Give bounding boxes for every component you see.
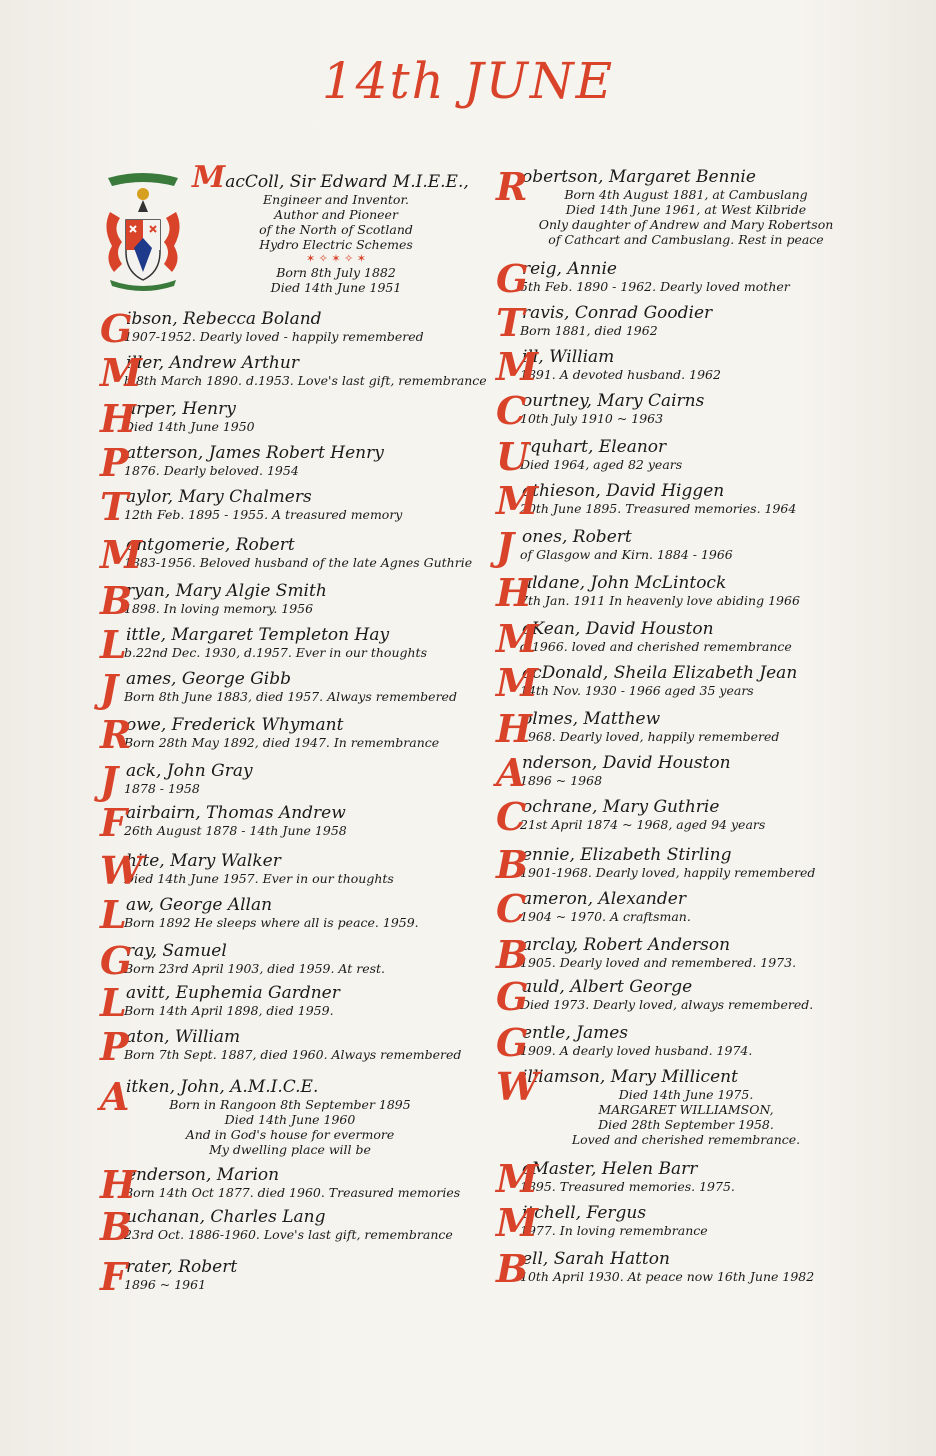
entry-detail-line: 1896 ~ 1961	[124, 1277, 207, 1292]
entry-detail-line: 26th August 1878 - 14th June 1958	[124, 823, 347, 838]
entry-name: ryan, Mary Algie Smith	[126, 581, 327, 601]
entry-name: acDonald, Sheila Elizabeth Jean	[522, 663, 798, 683]
entry-initial: J	[496, 524, 514, 569]
memorial-entry	[496, 616, 876, 661]
entry-detail-line: Died 14th June 1957. Ever in our thoughts	[124, 871, 394, 886]
entry-detail-line: 1905. Dearly loved and remembered. 1973.	[520, 955, 797, 970]
entry-name: avitt, Euphemia Gardner	[126, 983, 340, 1003]
entry-name: reig, Annie	[522, 259, 617, 279]
entry-initial: J	[100, 758, 118, 803]
entry-initial: M	[496, 616, 539, 661]
entry-name: ameron, Alexander	[522, 889, 686, 909]
entry-detail-line: Born 28th May 1892, died 1947. In remembrance	[124, 735, 440, 750]
entry-name: ravis, Conrad Goodier	[522, 303, 713, 323]
entry-name: ill, William	[522, 347, 615, 367]
entry-detail-line: Loved and cherished remembrance.	[571, 1132, 801, 1147]
memorial-entry	[100, 848, 480, 893]
memorial-entry	[496, 660, 876, 705]
entry-detail-line: Died 28th September 1958.	[598, 1117, 774, 1132]
ornament-divider: ✶ ✧ ✶ ✧ ✶	[305, 252, 367, 265]
entry-detail-line: Died 14th June 1975.	[618, 1087, 754, 1102]
entry-name-text: acColl, Sir Edward M.I.E.E.,	[225, 172, 469, 192]
memorial-entry	[496, 1246, 876, 1291]
memorial-entry	[100, 800, 480, 845]
entry-initial: A	[496, 750, 526, 795]
entry-detail-line: of Glasgow and Kirn. 1884 - 1966	[520, 547, 733, 562]
entry-initial: R	[100, 712, 132, 757]
entry-detail-line: 1907-1952. Dearly loved - happily remembered	[124, 329, 424, 344]
entry-detail-line: Hydro Electric Schemes	[259, 237, 413, 252]
memorial-entry	[100, 532, 480, 577]
entry-initial: U	[496, 434, 530, 479]
entry-name: itchell, Fergus	[522, 1203, 647, 1223]
entry-initial: F	[100, 1254, 127, 1299]
memorial-entry	[496, 886, 876, 931]
memorial-entry	[496, 164, 876, 247]
entry-initial: R	[496, 164, 528, 209]
entry-name: athieson, David Higgen	[522, 481, 725, 501]
entry-name: itken, John, A.M.I.C.E.	[126, 1077, 319, 1097]
entry-initial: M	[100, 532, 143, 577]
memorial-entry	[496, 570, 876, 615]
entry-detail-line: Died 14th June 1951	[270, 280, 402, 295]
memorial-entry	[100, 350, 487, 395]
entry-detail-line: 10th July 1910 ~ 1963	[520, 411, 664, 426]
entry-detail-line: 1896 ~ 1968	[520, 773, 603, 788]
entry-initial: H	[100, 1162, 136, 1207]
entry-detail-line: And in God's house for evermore	[185, 1127, 395, 1142]
memorial-entry	[496, 1020, 876, 1065]
entry-name: airbairn, Thomas Andrew	[126, 803, 346, 823]
memorial-entry	[100, 938, 480, 983]
entry-name: ack, John Gray	[126, 761, 253, 781]
entry-name: auld, Albert George	[522, 977, 693, 997]
entry-name: nderson, David Houston	[522, 753, 731, 773]
entry-initial: P	[100, 440, 129, 485]
entry-initial: F	[100, 800, 127, 845]
entry-detail-line: Born 4th August 1881, at Cambuslang	[564, 187, 808, 202]
entry-name: rater, Robert	[126, 1257, 238, 1277]
memorial-entry	[100, 1162, 480, 1207]
entry-name: obertson, Margaret Bennie	[522, 167, 756, 187]
memorial-entry	[100, 440, 480, 485]
memorial-entry	[100, 758, 480, 803]
entry-initial: M	[496, 1156, 539, 1201]
entry-detail-line: Died 1964, aged 82 years	[520, 457, 683, 472]
entry-initial: H	[496, 570, 532, 615]
memorial-entry	[100, 306, 480, 351]
entry-detail-line: 14th Nov. 1930 - 1966 aged 35 years	[520, 683, 754, 698]
entry-initial: B	[100, 1204, 133, 1249]
entry-name: illiamson, Mary Millicent	[522, 1067, 738, 1087]
memorial-entry	[100, 1204, 480, 1249]
memorial-entry	[496, 388, 876, 433]
entry-detail-line: 7th Jan. 1911 In heavenly love abiding 1966	[520, 593, 800, 608]
memorial-entry	[100, 484, 480, 529]
entry-initial: M	[192, 160, 226, 195]
entry-initial: L	[100, 980, 127, 1025]
entry-detail-line: Died 14th June 1960	[224, 1112, 356, 1127]
entry-detail-line: 1909. A dearly loved husband. 1974.	[520, 1043, 753, 1058]
entry-detail-line: Born 14th April 1898, died 1959.	[124, 1003, 334, 1018]
entry-name: ochrane, Mary Guthrie	[522, 797, 720, 817]
page-title: 14th JUNE	[321, 52, 615, 110]
memorial-entry	[496, 524, 876, 569]
entry-initial: B	[496, 932, 529, 977]
entry-detail-line: 5th Feb. 1890 - 1962. Dearly loved mother	[520, 279, 790, 294]
entry-detail-line: 1878 - 1958	[124, 781, 200, 796]
entry-name: cMaster, Helen Barr	[522, 1159, 698, 1179]
entry-initial: C	[496, 388, 527, 433]
memorial-entry	[100, 712, 480, 757]
entry-detail-line: b.22nd Dec. 1930, d.1957. Ever in our thoughts	[124, 645, 427, 660]
entry-name: ittle, Margaret Templeton Hay	[126, 625, 390, 645]
entry-detail-line: 1891. A devoted husband. 1962	[520, 367, 721, 382]
memorial-entry	[496, 750, 876, 795]
entry-initial: H	[496, 706, 532, 751]
entry-detail-line: MARGARET WILLIAMSON,	[598, 1102, 774, 1117]
entry-detail-line: Born 1892 He sleeps where all is peace. 1959.	[124, 915, 419, 930]
entry-detail-line: 20th June 1895. Treasured memories. 1964	[520, 501, 797, 516]
entry-initial: M	[496, 1200, 539, 1245]
memorial-entry	[496, 842, 876, 887]
entry-initial: B	[100, 578, 133, 623]
entry-detail-line: Died 14th June 1961, at West Kilbride	[565, 202, 807, 217]
entry-initial: G	[100, 306, 133, 351]
entry-detail-line: Died 1973. Dearly loved, always remembered.	[520, 997, 814, 1012]
entry-detail-line: 1895. Treasured memories. 1975.	[520, 1179, 735, 1194]
entry-name: ennie, Elizabeth Stirling	[522, 845, 732, 865]
entry-initial: P	[100, 1024, 129, 1069]
entry-detail-line: Born 1881, died 1962	[520, 323, 658, 338]
entry-detail-line: Born 14th Oct 1877. died 1960. Treasured memories	[124, 1185, 461, 1200]
entry-initial: B	[496, 842, 529, 887]
memorial-entry	[100, 1024, 480, 1069]
entry-initial: M	[100, 350, 143, 395]
memorial-entry	[496, 932, 876, 977]
memorial-entry	[496, 478, 876, 523]
entry-name: hite, Mary Walker	[126, 851, 281, 871]
entry-name	[192, 160, 480, 195]
entry-name: arper, Henry	[126, 399, 236, 419]
entry-name: olmes, Matthew	[522, 709, 661, 729]
memorial-entry	[496, 1156, 876, 1201]
entry-initial: G	[496, 974, 529, 1019]
entry-initial: G	[496, 256, 529, 301]
entry-initial: H	[100, 396, 136, 441]
entry-name: cKean, David Houston	[522, 619, 714, 639]
entry-detail-line: d.1966. loved and cherished remembrance	[520, 639, 792, 654]
entry-initial: G	[100, 938, 133, 983]
entry-name: ontgomerie, Robert	[126, 535, 295, 555]
entry-name: aw, George Allan	[126, 895, 273, 915]
entry-detail-line: b.8th March 1890. d.1953. Love's last gift, remembrance	[124, 373, 487, 388]
entry-name: ones, Robert	[522, 527, 632, 547]
memorial-entry	[496, 706, 876, 751]
memorial-entry	[496, 434, 876, 479]
entry-initial: M	[496, 660, 539, 705]
memorial-entry	[496, 1200, 876, 1245]
entry-detail-line: 1898. In loving memory. 1956	[124, 601, 314, 616]
memorial-entry	[100, 666, 480, 711]
memorial-entry	[100, 1254, 480, 1299]
entry-detail-line: of the North of Scotland	[259, 222, 413, 237]
entry-name: ames, George Gibb	[126, 669, 291, 689]
entry-initial: J	[100, 666, 118, 711]
entry-name: entle, James	[522, 1023, 629, 1043]
entry-name: ell, Sarah Hatton	[522, 1249, 670, 1269]
entry-detail-line: Born 8th July 1882	[276, 265, 396, 280]
memorial-entry	[496, 974, 876, 1019]
entry-detail-line: 1968. Dearly loved, happily remembered	[520, 729, 780, 744]
entry-detail-line: Died 14th June 1950	[124, 419, 255, 434]
entry-detail-line: of Cathcart and Cambuslang. Rest in peace	[548, 232, 824, 247]
entry-name: ourtney, Mary Cairns	[522, 391, 705, 411]
entry-detail-line: 1901-1968. Dearly loved, happily remembered	[520, 865, 816, 880]
entry-detail-line: Author and Pioneer	[274, 207, 398, 222]
memorial-entry	[100, 622, 480, 667]
memorial-entry	[100, 980, 480, 1025]
memorial-entry	[496, 344, 876, 389]
entry-name: arclay, Robert Anderson	[522, 935, 731, 955]
entry-initial: C	[496, 794, 527, 839]
entry-name: enderson, Marion	[126, 1165, 280, 1185]
entry-initial: M	[496, 478, 539, 523]
memorial-entry	[100, 396, 480, 441]
entry-initial: T	[100, 484, 129, 529]
entry-initial: A	[100, 1074, 130, 1119]
memorial-entry	[496, 1064, 876, 1147]
memorial-entry	[100, 578, 480, 623]
entry-name: rquhart, Eleanor	[522, 437, 667, 457]
entry-name: ray, Samuel	[126, 941, 227, 961]
entry-detail-line: Born 23rd April 1903, died 1959. At rest.	[124, 961, 386, 976]
entry-name: atterson, James Robert Henry	[126, 443, 384, 463]
entry-name: ibson, Rebecca Boland	[126, 309, 322, 329]
entry-detail-line: 1977. In loving remembrance	[520, 1223, 708, 1238]
entry-detail-line: Born in Rangoon 8th September 1895	[169, 1097, 411, 1112]
entry-detail-line: Only daughter of Andrew and Mary Robertson	[538, 217, 834, 232]
entry-initial: W	[496, 1064, 539, 1109]
entry-detail-line: 1876. Dearly beloved. 1954	[124, 463, 299, 478]
entry-detail-line: 23rd Oct. 1886-1960. Love's last gift, remembrance	[124, 1227, 453, 1242]
memorial-entry	[496, 300, 876, 345]
memorial-entry	[100, 892, 480, 937]
entry-detail-line: 1883-1956. Beloved husband of the late Agnes Guthrie	[124, 555, 473, 570]
entry-detail-line: 12th Feb. 1895 - 1955. A treasured memory	[124, 507, 403, 522]
entry-detail-line: Born 8th June 1883, died 1957. Always remembered	[124, 689, 457, 704]
coat-of-arms-crest	[100, 168, 186, 294]
memorial-entry	[496, 256, 876, 301]
entry-name: aton, William	[126, 1027, 241, 1047]
entry-initial: G	[496, 1020, 529, 1065]
entry-initial: W	[100, 848, 143, 893]
entry-detail-line: 21st April 1874 ~ 1968, aged 94 years	[520, 817, 766, 832]
entry-name: aldane, John McLintock	[522, 573, 727, 593]
entry-name: uchanan, Charles Lang	[126, 1207, 326, 1227]
entry-name: owe, Frederick Whymant	[126, 715, 344, 735]
entry-name: iller, Andrew Arthur	[126, 353, 299, 373]
entry-detail-line: Born 7th Sept. 1887, died 1960. Always remembered	[124, 1047, 462, 1062]
memorial-entry	[100, 1074, 480, 1157]
entry-initial: M	[496, 344, 539, 389]
memorial-entry	[100, 160, 480, 295]
entry-detail-line: 10th April 1930. At peace now 16th June 1982	[520, 1269, 815, 1284]
entry-detail-line: My dwelling place will be	[209, 1142, 371, 1157]
entry-initial: L	[100, 622, 127, 667]
entry-detail-line: Engineer and Inventor.	[262, 192, 410, 207]
entry-initial: B	[496, 1246, 529, 1291]
entry-detail-line: 1904 ~ 1970. A craftsman.	[520, 909, 691, 924]
entry-initial: L	[100, 892, 127, 937]
memorial-entry	[496, 794, 876, 839]
entry-initial: C	[496, 886, 527, 931]
entry-name: aylor, Mary Chalmers	[126, 487, 312, 507]
entry-initial: T	[496, 300, 525, 345]
